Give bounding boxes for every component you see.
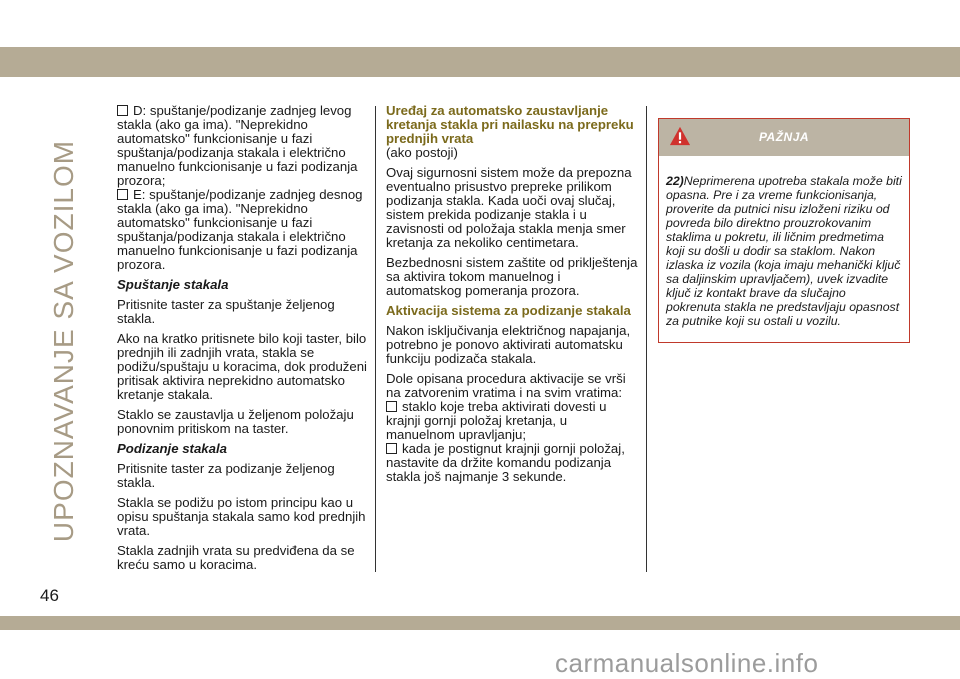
checkbox-square-icon xyxy=(117,189,128,200)
warning-body xyxy=(659,156,909,328)
section-heading: Spuštanje stakala xyxy=(117,277,229,292)
paragraph: Ako na kratko pritisnete bilo koji taster, bilo prednjih ili zadnjih vrata, stakla se podižu/spuštaju u koracima, dok produženi pritisak aktivira neprekidno automatsko kretanje stakala. xyxy=(117,331,367,402)
warning-title: PAŽNJA xyxy=(758,130,810,144)
paragraph: Pritisnite taster za spuštanje željenog stakla. xyxy=(117,297,335,326)
paragraph: Staklo se zaustavlja u željenom položaju ponovnim pritiskom na taster. xyxy=(117,407,354,436)
watermark: carmanualsonline.info xyxy=(555,648,819,678)
warning-header xyxy=(659,119,909,156)
page-number: 46 xyxy=(40,586,59,605)
paragraph: Nakon isključivanja električnog napajanja, potrebno je ponovo aktivirati automatsku funkciju podizača stakala. xyxy=(386,323,631,366)
list-item: kada je postignut krajnji gornji položaj, nastavite da držite komandu podizanja stakla još najmanje 3 sekunde. xyxy=(386,441,625,484)
paragraph: Stakla se podižu po istom principu kao u opisu spuštanja stakala samo kod prednjih vrata. xyxy=(117,495,366,538)
footer-band xyxy=(0,616,960,630)
warning-box xyxy=(658,118,910,343)
checkbox-square-icon xyxy=(117,105,128,116)
warning-number: 22) xyxy=(666,174,684,188)
chapter-side-title xyxy=(44,106,84,576)
checkbox-square-icon xyxy=(386,401,397,412)
section-heading: Uređaj za automatsko zaustavljanje kretanja stakla pri nailasku na prepreku prednjih vrata xyxy=(386,103,634,146)
section-heading: Aktivacija sistema za podizanje stakala xyxy=(386,303,631,318)
column-left xyxy=(117,104,369,578)
paragraph: Stakla zadnjih vrata su predviđena da se kreću samo u koracima. xyxy=(117,543,355,572)
list-item: E: spuštanje/podizanje zadnjeg desnog stakla (ako ga ima). "Neprekidno automatsko" funkcionisanje u fazi spuštanja/podizanja stakala i električno manuelno funkcionisanje u fazi podizanja prozora. xyxy=(117,187,363,272)
column-divider-1 xyxy=(375,106,376,572)
section-subheading: (ako postoji) xyxy=(386,145,458,160)
column-middle xyxy=(386,104,638,490)
paragraph: Pritisnite taster za podizanje željenog stakla. xyxy=(117,461,335,490)
paragraph: Ovaj sigurnosni sistem može da prepozna eventualno prisustvo prepreke prilikom podizanja stakla. Kada uoči ovaj slučaj, sistem prekida podizanje stakla i u zavisnosti od položaja stakla menja smer kretanja za nekoliko centimetara. xyxy=(386,165,632,250)
header-band xyxy=(0,47,960,77)
checkbox-square-icon xyxy=(386,443,397,454)
section-heading: Podizanje stakala xyxy=(117,441,227,456)
chapter-title-text: UPOZNAVANJE SA VOZILOM xyxy=(48,139,79,543)
warning-text: Neprimerena upotreba stakala može biti opasna. Pre i za vreme funkcionisanja, proverite da putnici nisu izloženi riziku od povreda bilo direktno prouzrokovanim staklima u pokretu, ili ličnim predmetima koji su došli u dodir sa staklom. Nakon izlaska iz vozila (koja imaju mehanički ključ sa daljinskim upravljačem), uvek izvadite ključ iz kontakt brave da slučajno pokrenuta stakla ne predstavljaju opasnost za putnike koji su ostali u vozilu. xyxy=(666,174,902,328)
list-item: D: spuštanje/podizanje zadnjeg levog stakla (ako ga ima). "Neprekidno automatsko" funkcionisanje u fazi spuštanja/podizanja stakala i električno manuelno funkcionisanje u fazi podizanja prozora; xyxy=(117,103,358,188)
column-divider-2 xyxy=(646,106,647,572)
paragraph: Bezbednosni sistem zaštite od priklještenja sa aktivira tokom manuelnog i automatskog pomeranja prozora. xyxy=(386,255,638,298)
list-item: staklo koje treba aktivirati dovesti u krajnji gornji položaj kretanja, u manuelnom upravljanju; xyxy=(386,399,607,442)
paragraph: Dole opisana procedura aktivacije se vrši na zatvorenim vratima i na svim vratima: xyxy=(386,371,626,400)
